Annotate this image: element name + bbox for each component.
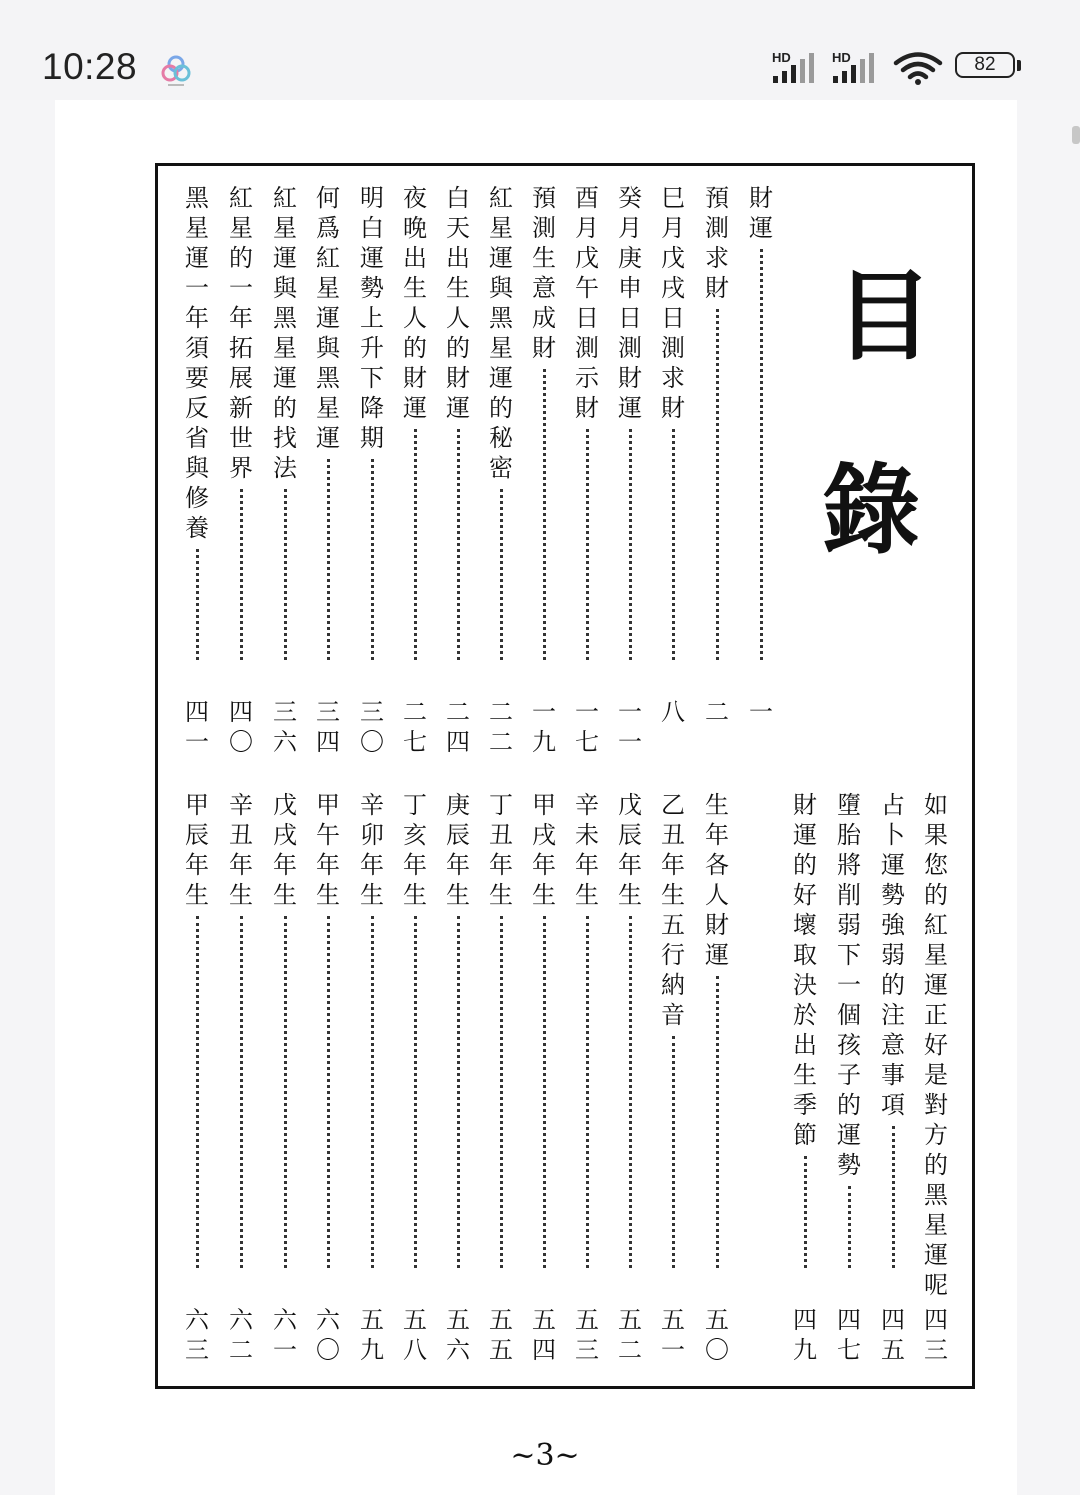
toc-entry-page: 四九: [793, 1306, 817, 1364]
toc-entry-title: 紅 星 的 一 年 拓 展 新 世 界: [229, 184, 253, 482]
toc-entry-title: 紅 星 運 與 黑 星 運 的 找 法: [273, 184, 297, 482]
toc-leader-dots: [284, 916, 287, 1268]
toc-leader-dots: [760, 249, 763, 660]
toc-leader-dots: [371, 459, 374, 660]
toc-entry-page: 六一: [273, 1306, 297, 1364]
toc-entry-title: 甲 午 年 生: [316, 791, 340, 909]
toc-leader-dots: [543, 916, 546, 1268]
toc-entry-title: 丁 亥 年 生: [403, 791, 427, 909]
toc-heading-char: 錄: [822, 453, 921, 568]
toc-leader-dots: [500, 916, 503, 1268]
scrollbar-thumb[interactable]: [1072, 126, 1080, 144]
page-number: ~3~: [510, 1438, 580, 1473]
toc-leader-dots: [284, 489, 287, 660]
toc-leader-dots: [716, 309, 719, 660]
toc-leader-dots: [716, 976, 719, 1268]
toc-heading-char: 目: [835, 259, 934, 374]
toc-entry-page: 四一: [185, 698, 209, 756]
toc-leader-dots: [371, 916, 374, 1268]
toc-entry-title: 占 卜 運 勢 強 弱 的 注 意 事 項: [881, 791, 905, 1119]
toc-entry-title: 甲 辰 年 生: [185, 791, 209, 909]
toc-leader-dots: [629, 916, 632, 1268]
toc-leader-dots: [629, 429, 632, 660]
toc-entry-title: 辛 卯 年 生: [360, 791, 384, 909]
toc-entry-title: 戊 辰 年 生: [618, 791, 642, 909]
toc-entry-title: 乙 丑 年 生 五 行 納 音: [661, 791, 685, 1029]
toc-leader-dots: [414, 429, 417, 660]
toc-entry-page: 六〇: [316, 1306, 340, 1364]
toc-leader-dots: [672, 429, 675, 660]
battery-level: 82: [974, 54, 996, 75]
toc-leader-dots: [892, 1126, 895, 1268]
toc-entry-page: 一七: [575, 698, 599, 756]
toc-entry-page: 二: [705, 698, 729, 726]
toc-leader-dots: [240, 489, 243, 660]
toc-leader-dots: [804, 1156, 807, 1268]
toc-entry-page: 一九: [532, 698, 556, 756]
wifi-icon: [893, 50, 943, 86]
toc-entry-title: 如 果 您 的 紅 星 運 正 好 是 對 方 的 黑 星 運 呢: [924, 791, 948, 1299]
toc-entry-title: 辛 未 年 生: [575, 791, 599, 909]
toc-leader-dots: [196, 916, 199, 1268]
toc-leader-dots: [500, 489, 503, 660]
signal-icon: HD: [830, 50, 880, 86]
toc-leader-dots: [457, 429, 460, 660]
toc-entry-page: 五五: [489, 1306, 513, 1364]
toc-leader-dots: [240, 916, 243, 1268]
toc-leader-dots: [672, 1036, 675, 1268]
toc-entry-page: 二四: [446, 698, 470, 756]
toc-entry-page: 三六: [273, 698, 297, 756]
status-bar: [0, 0, 1080, 100]
toc-leader-dots: [414, 916, 417, 1268]
toc-entry-page: 一: [749, 698, 773, 726]
toc-entry-title: 巳 月 戊 戌 日 測 求 財: [661, 184, 685, 422]
toc-entry-title: 丁 丑 年 生: [489, 791, 513, 909]
toc-entry-page: 二七: [403, 698, 427, 756]
toc-entry-title: 甲 戌 年 生: [532, 791, 556, 909]
toc-entry-page: 二二: [489, 698, 513, 756]
toc-leader-dots: [848, 1186, 851, 1268]
toc-entry-title: 墮 胎 將 削 弱 下 一 個 孩 子 的 運 勢: [837, 791, 861, 1179]
toc-leader-dots: [586, 916, 589, 1268]
toc-leader-dots: [457, 916, 460, 1268]
toc-entry-title: 何 爲 紅 星 運 與 黑 星 運: [316, 184, 340, 452]
toc-entry-title: 庚 辰 年 生: [446, 791, 470, 909]
toc-leader-dots: [327, 916, 330, 1268]
toc-entry-page: 五六: [446, 1306, 470, 1364]
battery-icon: [955, 52, 1017, 82]
toc-entry-page: 四七: [837, 1306, 861, 1364]
toc-entry-page: 四三: [924, 1306, 948, 1364]
toc-entry-page: 六二: [229, 1306, 253, 1364]
toc-entry-title: 黑 星 運 一 年 須 要 反 省 與 修 養: [185, 184, 209, 542]
toc-entry-title: 生 年 各 人 財 運: [705, 791, 729, 969]
toc-entry-page: 三四: [316, 698, 340, 756]
toc-entry-title: 癸 月 庚 申 日 測 財 運: [618, 184, 642, 422]
toc-entry-page: 五〇: [705, 1306, 729, 1364]
toc-entry-page: 五九: [360, 1306, 384, 1364]
toc-leader-dots: [327, 459, 330, 660]
toc-entry-title: 紅 星 運 與 黑 星 運 的 秘 密: [489, 184, 513, 482]
toc-entry-page: 五一: [661, 1306, 685, 1364]
toc-entry-page: 五二: [618, 1306, 642, 1364]
toc-leader-dots: [543, 369, 546, 660]
toc-entry-title: 戊 戌 年 生: [273, 791, 297, 909]
toc-entry-page: 五八: [403, 1306, 427, 1364]
toc-entry-page: 六三: [185, 1306, 209, 1364]
toc-entry-title: 明 白 運 勢 上 升 下 降 期: [360, 184, 384, 452]
toc-entry-page: 一一: [618, 698, 642, 756]
toc-entry-page: 五四: [532, 1306, 556, 1364]
app-notification-icon: [160, 52, 192, 88]
toc-entry-page: 四〇: [229, 698, 253, 756]
toc-entry-title: 財 運 的 好 壞 取 決 於 出 生 季 節: [793, 791, 817, 1149]
toc-entry-page: 三〇: [360, 698, 384, 756]
toc-leader-dots: [196, 549, 199, 660]
toc-entry-page: 五三: [575, 1306, 599, 1364]
toc-entry-title: 預 測 求 財: [705, 184, 729, 302]
toc-entry-title: 酉 月 戊 午 日 測 示 財: [575, 184, 599, 422]
toc-entry-title: 預 測 生 意 成 財: [532, 184, 556, 362]
toc-leader-dots: [586, 429, 589, 660]
status-time: 10:28: [42, 46, 138, 87]
toc-entry-title: 夜 晚 出 生 人 的 財 運: [403, 184, 427, 422]
toc-entry-title: 辛 丑 年 生: [229, 791, 253, 909]
toc-entry-title: 財 運: [749, 184, 773, 242]
toc-entry-page: 四五: [881, 1306, 905, 1364]
toc-entry-title: 白 天 出 生 人 的 財 運: [446, 184, 470, 422]
signal-icon: HD: [770, 50, 820, 86]
toc-entry-page: 八: [661, 698, 685, 726]
